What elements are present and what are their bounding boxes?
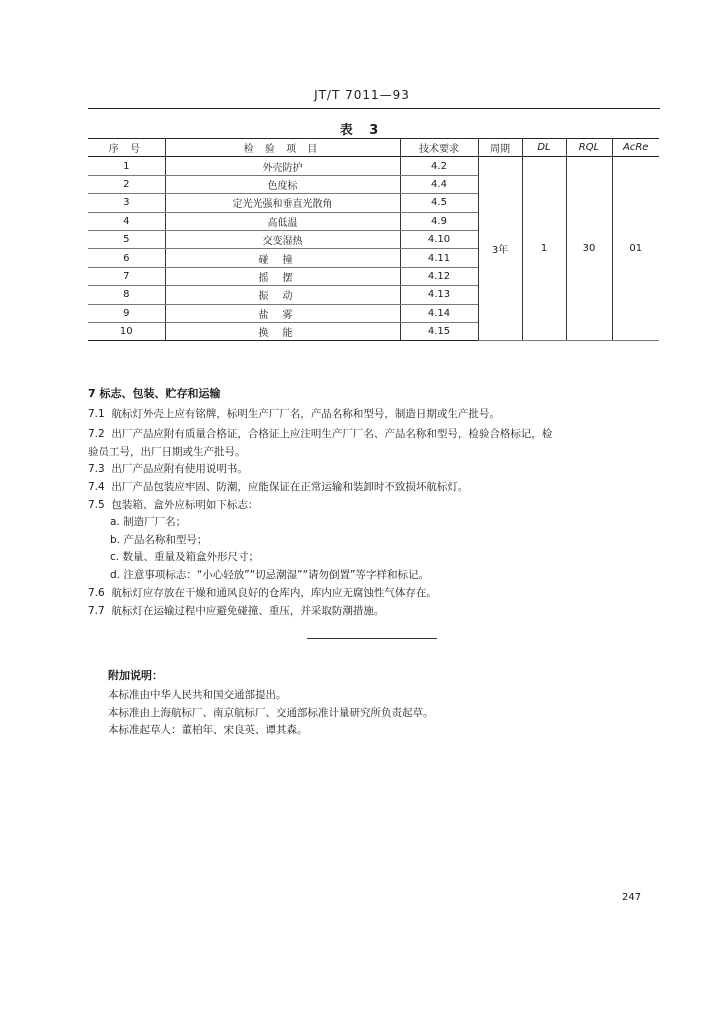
col-header-requirement: 技术要求 [400, 139, 478, 157]
row-requirement: 4.4 [400, 175, 478, 193]
row-requirement: 4.11 [400, 249, 478, 267]
row-number: 6 [88, 249, 165, 267]
clause-number: 7.7 [88, 605, 105, 617]
note-line: 本标准由中华人民共和国交通部提出。 [108, 689, 287, 701]
row-item: 色度标 [165, 175, 400, 193]
clause-text: 航标灯在运输过程中应避免碰撞、重压，并采取防潮措施。 [111, 605, 385, 617]
note-line: 本标准起草人：董柏年、宋良英、谭其森。 [108, 724, 308, 736]
row-requirement: 4.12 [400, 267, 478, 285]
row-item: 高低温 [165, 212, 400, 230]
clause-7-2 [88, 425, 660, 443]
clause-text: 出厂产品应附有质量合格证，合格证上应注明生产厂厂名、产品名称和型号，检验合格标记，检 [111, 428, 553, 440]
table-row [88, 157, 659, 175]
row-item: 摇摆 [165, 267, 400, 285]
row-number: 5 [88, 230, 165, 248]
col-header-item: 检 验 项 目 [165, 139, 400, 157]
row-requirement: 4.9 [400, 212, 478, 230]
merged-dl: 1 [522, 157, 566, 341]
col-header-dl: DL [522, 139, 566, 157]
row-item: 外壳防护 [165, 157, 400, 175]
row-requirement: 4.13 [400, 286, 478, 304]
header-rule [88, 108, 660, 109]
clause-number: 7.3 [88, 463, 105, 475]
col-header-period: 周期 [478, 139, 522, 157]
table-caption: 表 3 [339, 123, 385, 138]
row-item: 定光光强和垂直光散角 [165, 194, 400, 212]
row-number: 1 [88, 157, 165, 175]
clause-7-2-continuation: 验员工号，出厂日期或生产批号。 [88, 446, 246, 458]
row-number: 10 [88, 322, 165, 340]
merged-acre: 01 [612, 157, 659, 341]
end-rule [307, 638, 437, 639]
row-requirement: 4.15 [400, 322, 478, 340]
clause-text: 包装箱、盒外应标明如下标志： [111, 499, 259, 511]
clause-7-7 [88, 602, 660, 620]
row-item: 振动 [165, 286, 400, 304]
row-item: 换能 [165, 322, 400, 340]
row-number: 7 [88, 267, 165, 285]
clause-7-6 [88, 584, 660, 602]
page-number: 247 [622, 892, 642, 903]
row-number: 2 [88, 175, 165, 193]
row-item: 交变湿热 [165, 230, 400, 248]
marking-item-a: a. 制造厂厂名； [110, 516, 187, 528]
row-requirement: 4.10 [400, 230, 478, 248]
row-requirement: 4.5 [400, 194, 478, 212]
row-number: 3 [88, 194, 165, 212]
clause-number: 7.6 [88, 587, 105, 599]
marking-item-b: b. 产品名称和型号； [110, 534, 208, 546]
col-header-acre: AcRe [612, 139, 659, 157]
row-requirement: 4.14 [400, 304, 478, 322]
row-number: 9 [88, 304, 165, 322]
clause-text: 航标灯外壳上应有铭牌，标明生产厂厂名，产品名称和型号，制造日期或生产批号。 [111, 408, 500, 420]
col-header-rql: RQL [566, 139, 612, 157]
clause-text: 航标灯应存放在干燥和通风良好的仓库内，库内应无腐蚀性气体存在。 [111, 587, 437, 599]
clause-text: 出厂产品应附有使用说明书。 [111, 463, 248, 475]
note-line: 本标准由上海航标厂、南京航标厂、交通部标准计量研究所负责起草。 [108, 707, 434, 719]
clause-text: 出厂产品包装应牢固、防潮，应能保证在正常运输和装卸时不致损坏航标灯。 [111, 481, 469, 493]
merged-period: 3年 [478, 157, 522, 341]
clause-number: 7.4 [88, 481, 105, 493]
marking-item-c: c. 数量、重量及箱盒外形尺寸； [110, 551, 259, 563]
clause-7-1 [88, 405, 660, 423]
row-number: 8 [88, 286, 165, 304]
notes-title: 附加说明： [108, 669, 163, 682]
clause-7-3 [88, 460, 660, 478]
clause-7-5 [88, 496, 660, 514]
inspection-table [88, 138, 659, 341]
row-number: 4 [88, 212, 165, 230]
col-header-no: 序 号 [88, 139, 165, 157]
standard-code: JT/T 7011—93 [314, 88, 410, 102]
section-heading: 7 标志、包装、贮存和运输 [88, 387, 221, 400]
merged-rql: 30 [566, 157, 612, 341]
row-item: 盐雾 [165, 304, 400, 322]
clause-7-4 [88, 478, 660, 496]
marking-item-d: d. 注意事项标志：“小心轻放”“切忌潮湿”“请勿倒置”等字样和标记。 [110, 569, 429, 581]
table-header-row [88, 139, 659, 157]
row-requirement: 4.2 [400, 157, 478, 175]
clause-number: 7.5 [88, 499, 105, 511]
clause-number: 7.1 [88, 408, 105, 420]
row-item: 碰撞 [165, 249, 400, 267]
clause-number: 7.2 [88, 428, 105, 440]
